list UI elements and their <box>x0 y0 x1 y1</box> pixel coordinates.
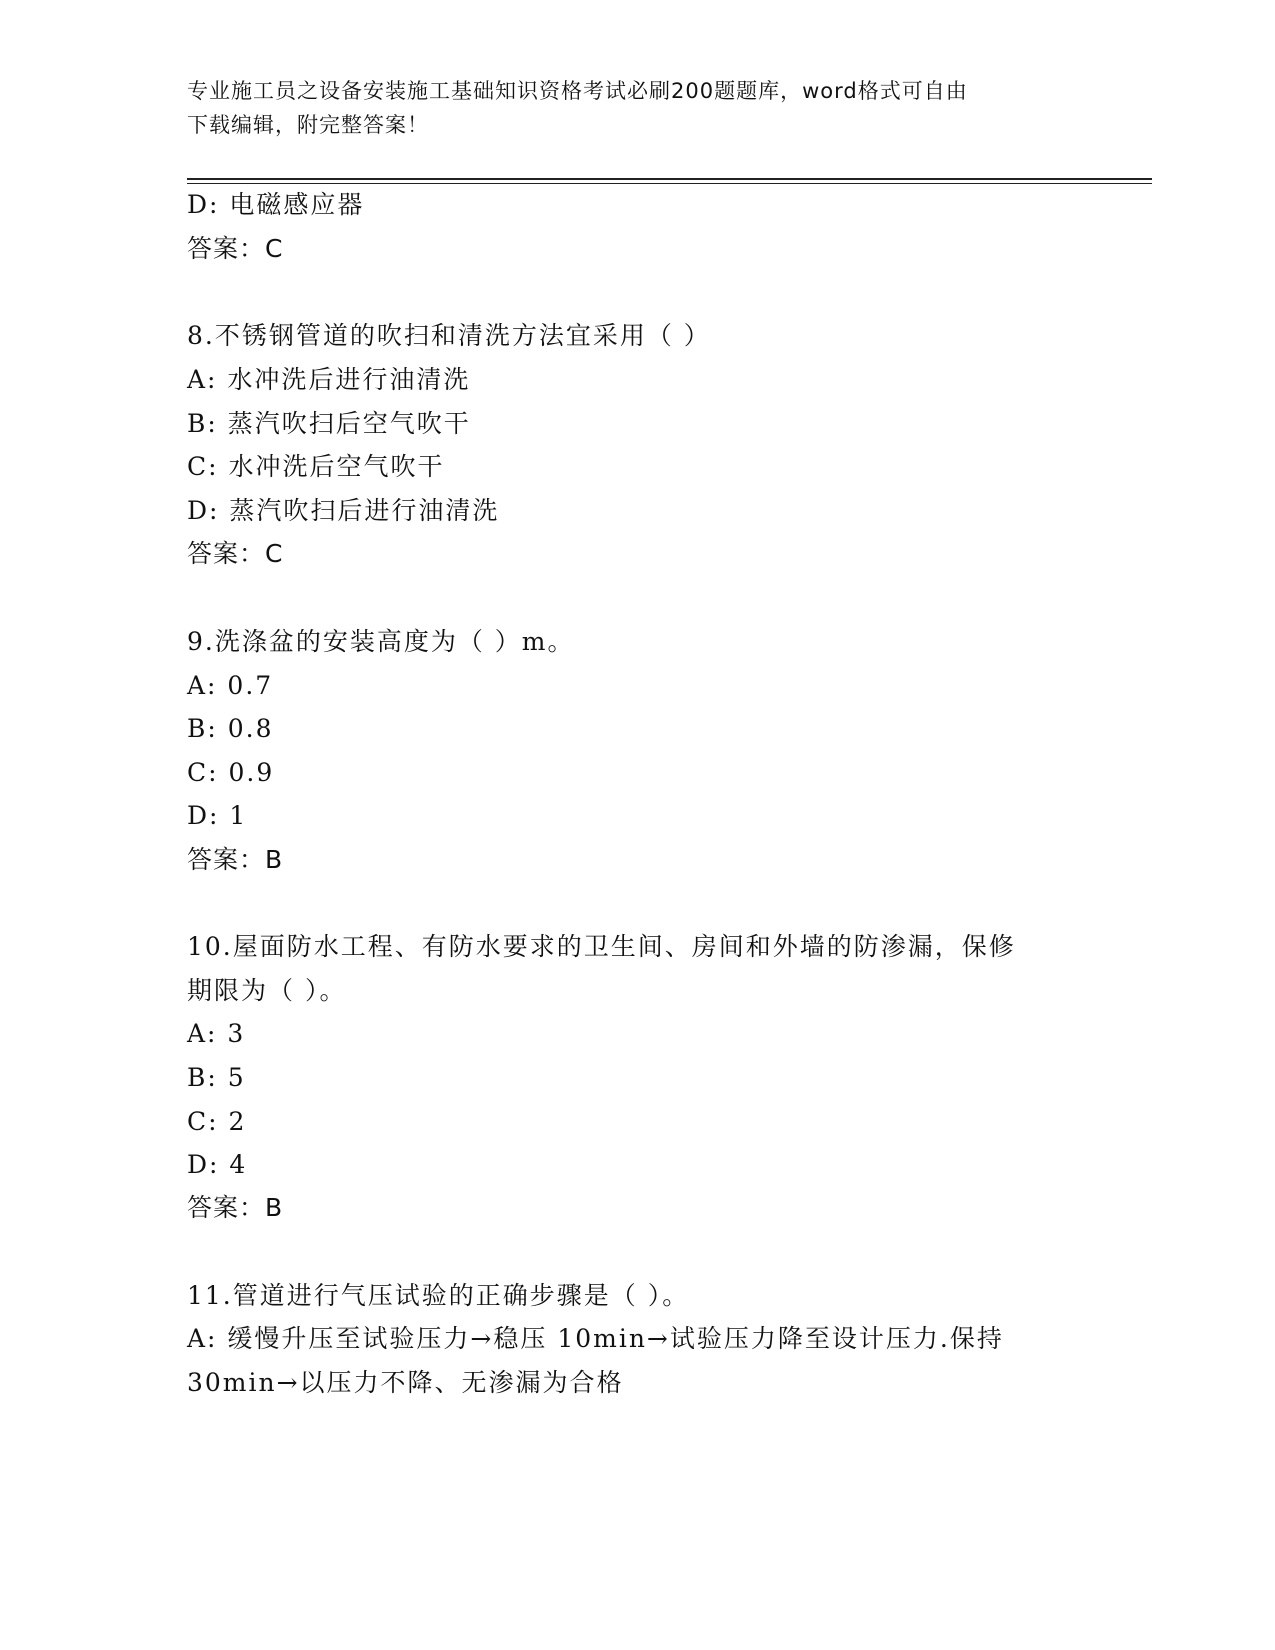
q8-option-a: A: 水冲洗后进行油清洗 <box>187 365 471 394</box>
header-rule-thin <box>187 183 1152 184</box>
q11-option-a-line-2: 30min→以压力不降、无渗漏为合格 <box>187 1368 624 1397</box>
q10-option-c: C: 2 <box>187 1107 247 1136</box>
q8-option-c: C: 水冲洗后空气吹干 <box>187 452 445 481</box>
q8-stem: 8.不锈钢管道的吹扫和清洗方法宜采用（ ） <box>187 321 711 350</box>
q9-option-b: B: 0.8 <box>187 714 274 743</box>
q9-option-d: D: 1 <box>187 801 248 830</box>
q11-option-a-line-1: A: 缓慢升压至试验压力→稳压 10min→试验压力降至设计压力.保持 <box>187 1324 1004 1353</box>
q10-option-a: A: 3 <box>187 1019 246 1048</box>
q10-option-d: D: 4 <box>187 1150 248 1179</box>
prev-option-d: D: 电磁感应器 <box>187 190 365 219</box>
q11-stem: 11.管道进行气压试验的正确步骤是（ ）。 <box>187 1281 690 1310</box>
q8-option-b: B: 蒸汽吹扫后空气吹干 <box>187 409 471 438</box>
q9-stem: 9.洗涤盆的安装高度为（ ）m。 <box>187 627 575 656</box>
q10-stem-line-2: 期限为（ ）。 <box>187 976 347 1005</box>
q9-option-c: C: 0.9 <box>187 758 275 787</box>
q8-option-d: D: 蒸汽吹扫后进行油清洗 <box>187 496 500 525</box>
q9-answer: 答案：B <box>187 845 284 874</box>
document-header <box>187 74 1067 142</box>
q9-option-a: A: 0.7 <box>187 671 274 700</box>
prev-answer: 答案：C <box>187 234 284 263</box>
q10-option-b: B: 5 <box>187 1063 246 1092</box>
q8-answer: 答案：C <box>187 539 284 568</box>
header-line-1: 专业施工员之设备安装施工基础知识资格考试必刷200题题库，word格式可自由 <box>187 79 968 103</box>
q10-stem-line-1: 10.屋面防水工程、有防水要求的卫生间、房间和外墙的防渗漏，保修 <box>187 932 1016 961</box>
header-rule-thick <box>187 178 1152 180</box>
header-line-2: 下载编辑，附完整答案！ <box>187 113 429 137</box>
q10-answer: 答案：B <box>187 1193 284 1222</box>
